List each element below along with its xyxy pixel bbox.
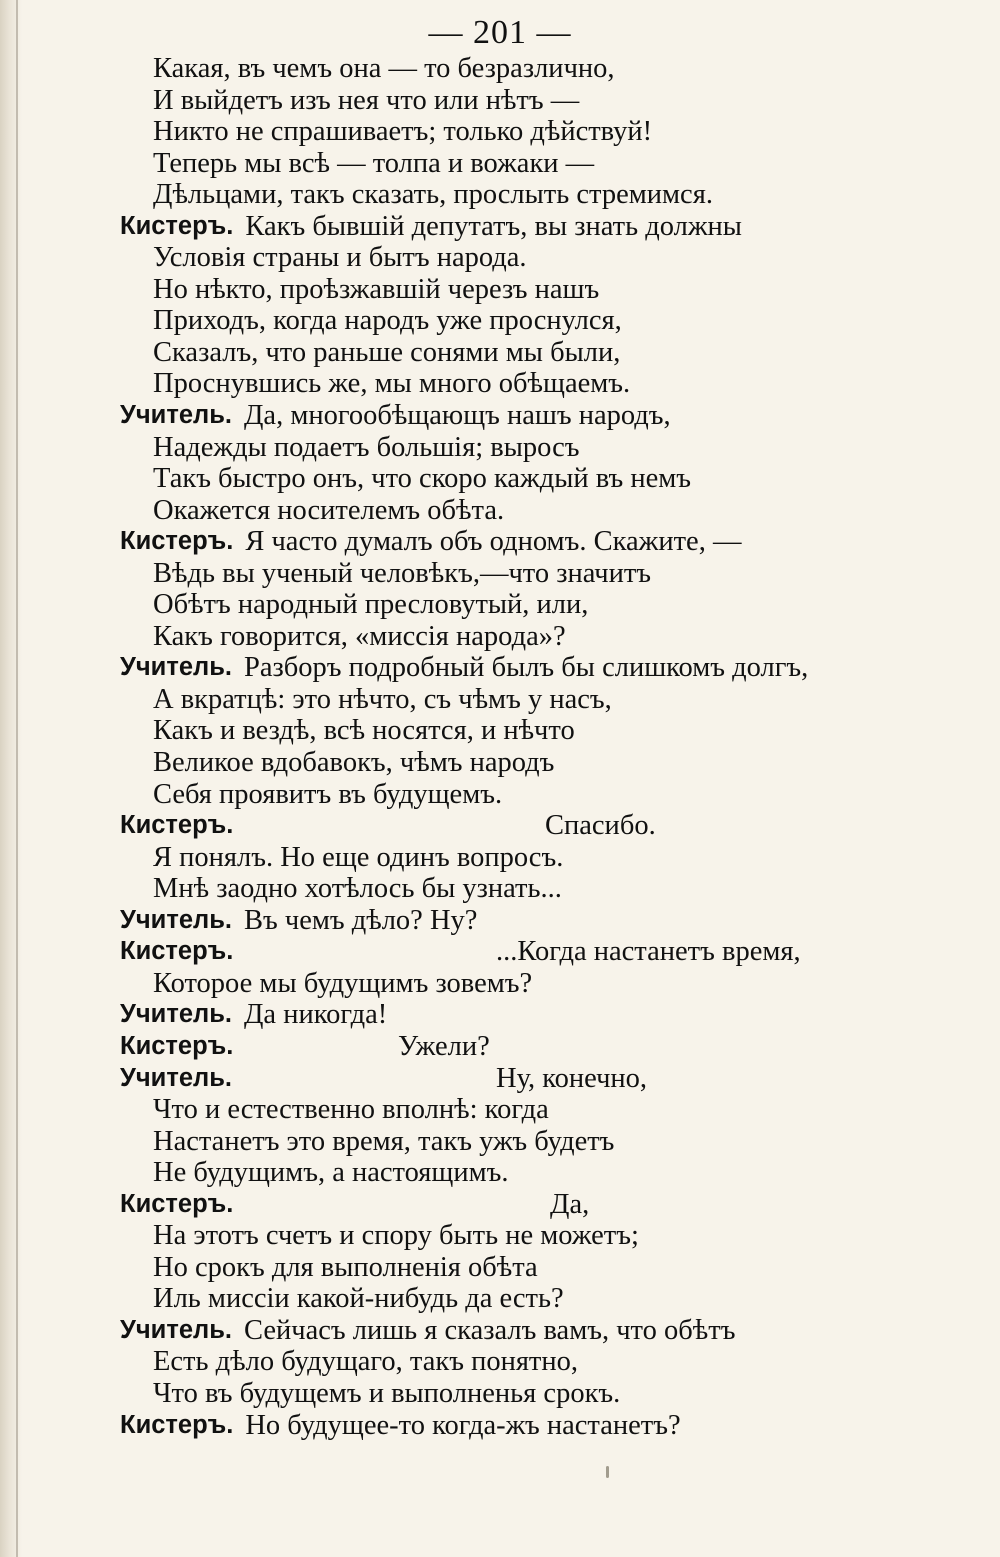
verse-text: А вкратцѣ: это нѣчто, съ чѣмъ у насъ,: [153, 683, 612, 715]
verse-text: Что въ будущемъ и выполненья срокъ.: [153, 1377, 621, 1409]
text-line: [0, 211, 1000, 243]
text-line: [0, 936, 1000, 968]
text-line: [0, 526, 1000, 558]
verse-text: Какъ говорится, «миссія народа»?: [153, 620, 566, 652]
speaker-name: Кистеръ.: [120, 937, 234, 966]
text-line: [0, 432, 1000, 464]
speaker-name: Учитель.: [120, 1315, 232, 1344]
verse-text: Теперь мы всѣ — толпа и вожаки —: [153, 147, 595, 179]
verse-text: Вѣдь вы ученый человѣкъ,—что значитъ: [153, 557, 652, 589]
verse-text: Но срокъ для выполненія обѣта: [153, 1251, 538, 1283]
verse-text: Я понялъ. Но еще одинъ вопросъ.: [153, 841, 564, 873]
speaker-name: Кистеръ.: [120, 811, 234, 840]
text-line: [0, 652, 1000, 684]
text-line: [0, 495, 1000, 527]
verse-text: Такъ быстро онъ, что скоро каждый въ немъ: [153, 463, 692, 495]
speaker-name: Учитель.: [120, 653, 232, 682]
verse-text: Приходъ, когда народъ уже проснулся,: [153, 305, 622, 337]
verse-text: Есть дѣло будущаго, такъ понятно,: [153, 1346, 579, 1378]
paper-speck: [606, 1466, 609, 1478]
verse-text: Какъ и вездѣ, всѣ носятся, и нѣчто: [153, 715, 575, 747]
verse-text: Настанетъ это время, такъ ужъ будетъ: [153, 1125, 615, 1157]
speech-text: Разборъ подробный былъ бы слишкомъ долгъ,: [243, 652, 809, 684]
verse-text: Никто не спрашиваетъ; только дѣйствуй!: [153, 116, 653, 148]
text-line: [0, 116, 1000, 148]
text-line: [0, 842, 1000, 874]
text-line: [0, 999, 1000, 1031]
text-line: [0, 1094, 1000, 1126]
speech-text: Да, многообѣщающъ нашъ народъ,: [243, 400, 671, 432]
text-line: [0, 1126, 1000, 1158]
speech-text: Я часто думалъ объ одномъ. Скажите, —: [245, 526, 742, 558]
speaker-name: Кистеръ.: [120, 1410, 234, 1439]
verse-text: Которое мы будущимъ зовемъ?: [153, 967, 533, 999]
text-line: [0, 1378, 1000, 1410]
text-line: [0, 810, 1000, 842]
text-line: [0, 715, 1000, 747]
text-line: [0, 747, 1000, 779]
text-line: [0, 400, 1000, 432]
speech-text: Ужели?: [398, 1030, 490, 1062]
text-line: [0, 905, 1000, 937]
speaker-name: Кистеръ.: [120, 1189, 234, 1218]
text-line: [0, 274, 1000, 306]
text-line: [0, 684, 1000, 716]
speaker-name: Учитель.: [120, 1000, 232, 1029]
text-line: [0, 589, 1000, 621]
speech-text: Сейчасъ лишь я сказалъ вамъ, что обѣтъ: [243, 1314, 736, 1346]
verse-text: Дѣльцами, такъ сказать, прослыть стремимся.: [153, 179, 713, 211]
speaker-name: Кистеръ.: [120, 527, 234, 556]
text-line: [0, 1410, 1000, 1442]
verse-text: Проснувшись же, мы много обѣщаемъ.: [153, 368, 631, 400]
verse-text: Какая, въ чемъ она — то безразлично,: [153, 53, 615, 84]
text-line: [0, 305, 1000, 337]
text-line: [0, 1315, 1000, 1347]
text-line: [0, 368, 1000, 400]
text-line: [0, 1031, 1000, 1063]
text-line: [0, 179, 1000, 211]
text-line: [0, 337, 1000, 369]
verse-text: И выйдетъ изъ нея что или нѣтъ —: [153, 84, 580, 116]
text-line: [0, 85, 1000, 117]
text-line: [0, 148, 1000, 180]
text-line: [0, 1252, 1000, 1284]
text-line: [0, 558, 1000, 590]
text-line: [0, 1283, 1000, 1315]
speech-text: ...Когда настанетъ время,: [496, 936, 801, 968]
play-text: [0, 53, 1000, 1441]
verse-text: Себя проявитъ въ будущемъ.: [153, 778, 503, 810]
speaker-name: Учитель.: [120, 1063, 232, 1092]
text-line: [0, 242, 1000, 274]
speech-text: Спасибо.: [545, 810, 656, 842]
verse-text: Мнѣ заодно хотѣлось бы узнать...: [153, 873, 562, 905]
speaker-name: Кистеръ.: [120, 1031, 234, 1060]
speech-text: Ну, конечно,: [496, 1062, 648, 1094]
text-line: [0, 1189, 1000, 1221]
verse-text: На этотъ счетъ и спору быть не можетъ;: [153, 1220, 639, 1252]
speech-text: Какъ бывшій депутатъ, вы знать должны: [245, 210, 742, 242]
text-line: [0, 968, 1000, 1000]
speaker-name: Учитель.: [120, 401, 232, 430]
speaker-name: Кистеръ.: [120, 211, 234, 240]
verse-text: Великое вдобавокъ, чѣмъ народъ: [153, 747, 555, 779]
verse-text: Не будущимъ, а настоящимъ.: [153, 1157, 509, 1189]
text-line: [0, 463, 1000, 495]
speaker-name: Учитель.: [120, 905, 232, 934]
verse-text: Сказалъ, что раньше сонями мы были,: [153, 336, 621, 368]
page-number: — 201 —: [428, 14, 572, 51]
speech-text: Да никогда!: [243, 999, 388, 1031]
speech-text: Но будущее-то когда-жъ настанетъ?: [245, 1409, 681, 1441]
verse-text: Надежды подаетъ большія; выросъ: [153, 431, 580, 463]
text-line: [0, 53, 1000, 85]
speech-text: Въ чемъ дѣло? Ну?: [243, 904, 478, 936]
verse-text: Окажется носителемъ обѣта.: [153, 494, 505, 526]
verse-text: Но нѣкто, проѣзжавшій черезъ нашъ: [153, 273, 600, 305]
text-line: [0, 621, 1000, 653]
verse-text: Что и естественно вполнѣ: когда: [153, 1094, 549, 1126]
text-line: [0, 1220, 1000, 1252]
text-line: [0, 1157, 1000, 1189]
text-line: [0, 1346, 1000, 1378]
verse-text: Иль миссіи какой-нибудь да есть?: [153, 1283, 564, 1315]
text-line: [0, 779, 1000, 811]
speech-text: Да,: [550, 1188, 590, 1220]
text-line: [0, 873, 1000, 905]
text-line: [0, 1063, 1000, 1095]
verse-text: Обѣтъ народный пресловутый, или,: [153, 589, 589, 621]
verse-text: Условія страны и бытъ народа.: [153, 242, 527, 274]
